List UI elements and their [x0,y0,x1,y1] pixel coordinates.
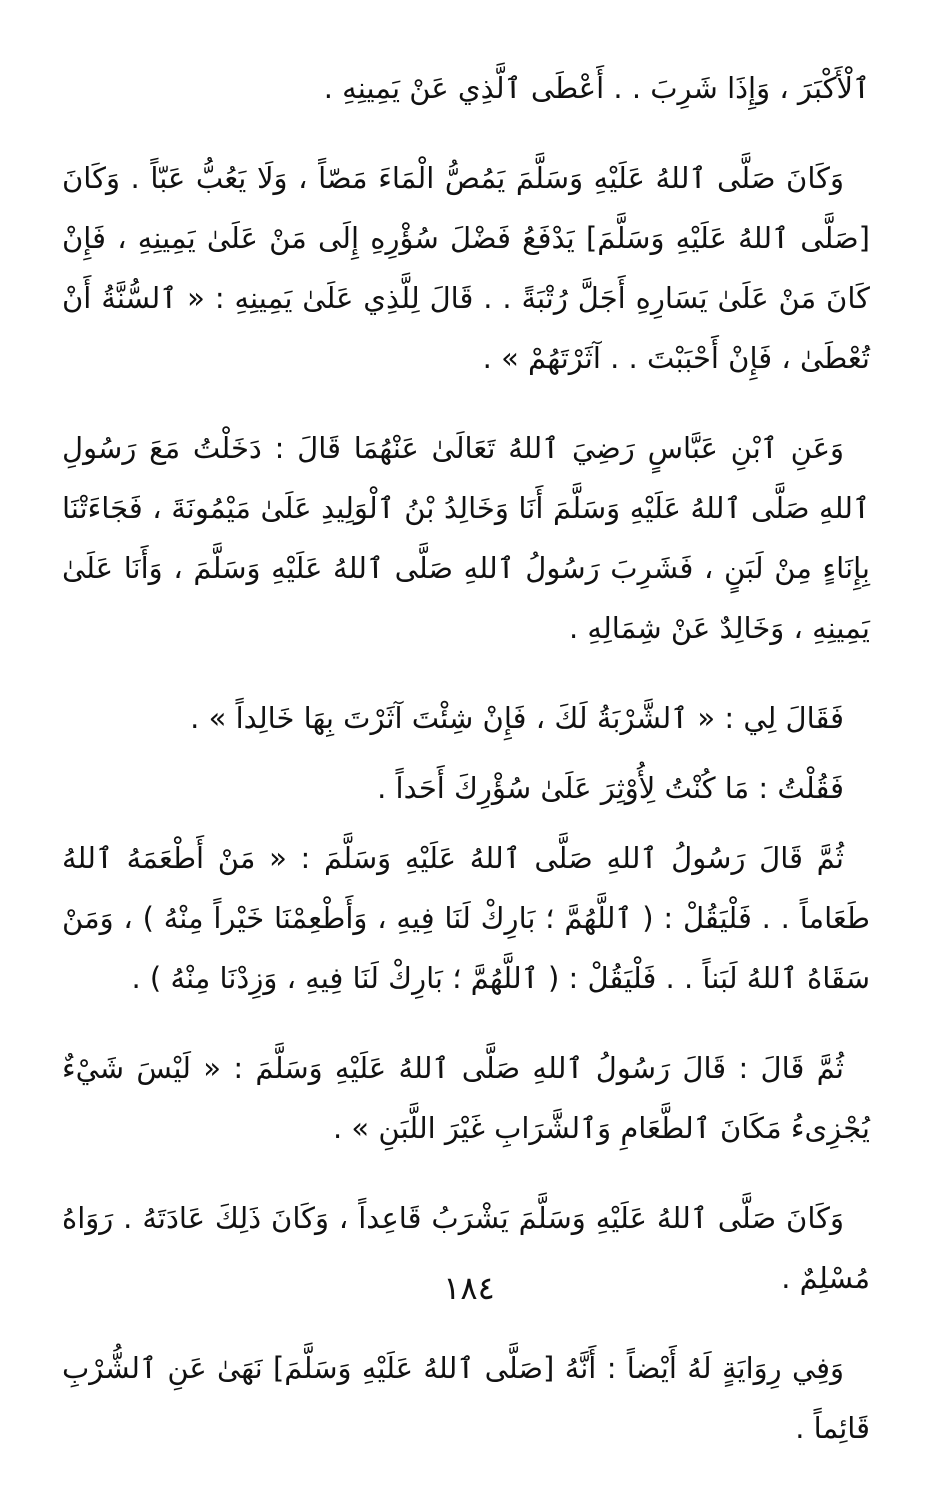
paragraph-milk-sufficiency: ثُمَّ قَالَ : قَالَ رَسُولُ ٱللهِ صَلَّى ٱللهُ عَلَيْهِ وَسَلَّمَ : « لَيْسَ شَيْءٌ يُجْزِىءُ مَكَانَ ٱلطَّعَامِ وَٱلشَّرَابِ غَيْرَ اللَّبَنِ » . [62,1051,870,1145]
page-number: ١٨٤ [443,1269,495,1307]
paragraph-another-narration: وَفِي رِوَايَةٍ لَهُ أَيْضاً : أَنَّهُ [صَلَّى ٱللهُ عَلَيْهِ وَسَلَّمَ] نَهَىٰ عَنِ ٱلشُّرْبِ قَائِماً . [62,1351,870,1445]
paragraph-drinking-seated: وَكَانَ صَلَّى ٱللهُ عَلَيْهِ وَسَلَّمَ يَشْرَبُ قَاعِداً ، وَكَانَ ذَلِكَ عَادَتَهُ . رَوَاهُ مُسْلِمٌ . [62,1201,870,1295]
paragraph-continuation: ٱلْأَكْبَرَ ، وَإِذَا شَرِبَ . . أَعْطَى ٱلَّذِي عَنْ يَمِينِهِ . [323,71,870,105]
paragraph-supplication: ثُمَّ قَالَ رَسُولُ ٱللهِ صَلَّى ٱللهُ عَلَيْهِ وَسَلَّمَ : « مَنْ أَطْعَمَهُ ٱللهُ طَعَاماً . . فَلْيَقُلْ : ( ٱللَّهُمَّ ؛ بَارِكْ لَنَا فِيهِ ، وَأَطْعِمْنَا خَيْراً مِنْهُ ) ، وَمَنْ سَقَاهُ ٱللهُ لَبَناً . . فَلْيَقُلْ : ( ٱللَّهُمَّ ؛ بَارِكْ لَنَا فِيهِ ، وَزِدْنَا مِنْهُ ) . [62,841,870,995]
paragraph-ibn-abbas-hadith: وَعَنِ ٱبْنِ عَبَّاسٍ رَضِيَ ٱللهُ تَعَالَىٰ عَنْهُمَا قَالَ : دَخَلْتُ مَعَ رَسُولِ ٱللهِ صَلَّى ٱللهُ عَلَيْهِ وَسَلَّمَ أَنَا وَخَالِدُ بْنُ ٱلْوَلِيدِ عَلَىٰ مَيْمُونَةَ ، فَجَاءَتْنَا بِإِنَاءٍ مِنْ لَبَنٍ ، فَشَرِبَ رَسُولُ ٱللهِ صَلَّى ٱللهُ عَلَيْهِ وَسَلَّمَ ، وَأَنَا عَلَىٰ يَمِينِهِ ، وَخَالِدٌ عَنْ شِمَالِهِ . [62,431,870,645]
paragraph-he-said-to-me: فَقَالَ لِي : « ٱلشَّرْبَةُ لَكَ ، فَإِنْ شِئْتَ آثَرْتَ بِهَا خَالِداً » . [190,701,844,735]
paragraph-sipping-water: وَكَانَ صَلَّى ٱللهُ عَلَيْهِ وَسَلَّمَ يَمُصُّ الْمَاءَ مَصّاً ، وَلَا يَعُبُّ عَبّاً . وَكَانَ [صَلَّى ٱللهُ عَلَيْهِ وَسَلَّمَ] يَدْفَعُ فَضْلَ سُؤْرِهِ إِلَى مَنْ عَلَىٰ يَمِينِهِ ، فَإِنْ كَانَ مَنْ عَلَىٰ يَسَارِهِ أَجَلَّ رُتْبَةً . . قَالَ لِلَّذِي عَلَىٰ يَمِينِهِ : « ٱلسُّنَّةُ أَنْ تُعْطَىٰ ، فَإِنْ أَحْبَبْتَ . . آثَرْتَهُمْ » . [62,161,870,375]
paragraph-i-said: فَقُلْتُ : مَا كُنْتُ لِأُوْثِرَ عَلَىٰ سُؤْرِكَ أَحَداً . [377,771,844,805]
